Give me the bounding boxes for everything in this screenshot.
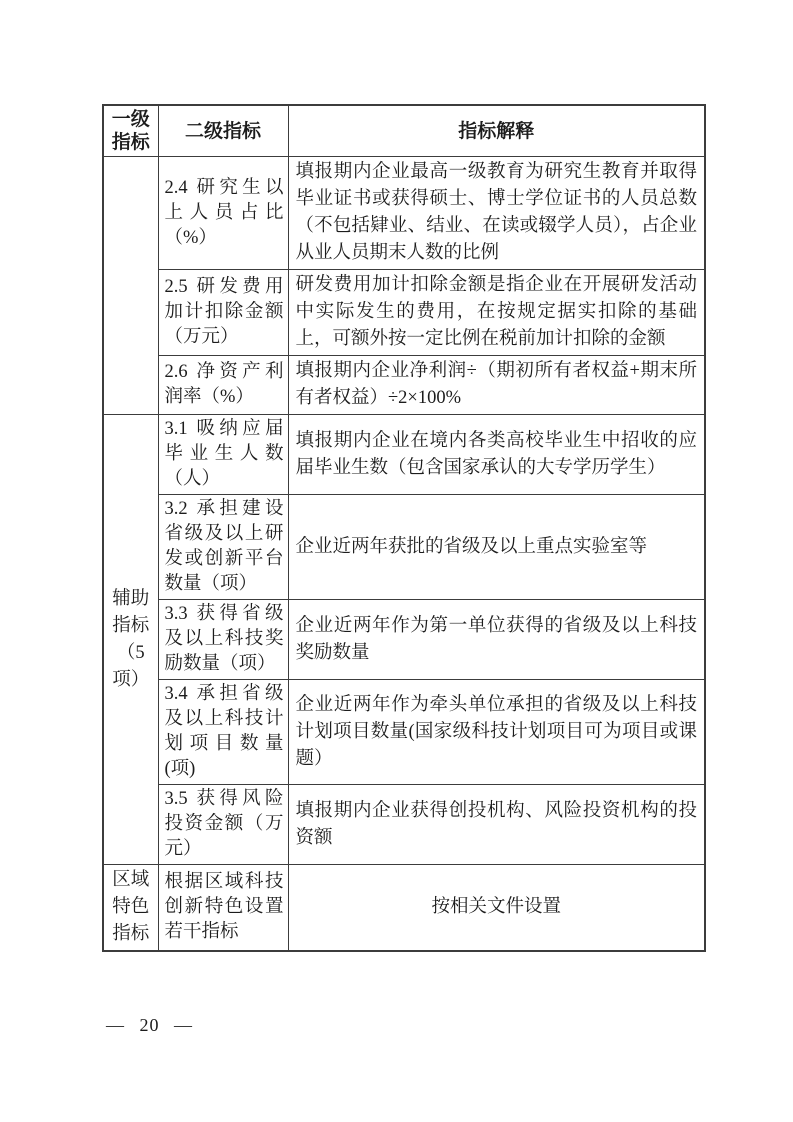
table-row-regional <box>103 865 705 952</box>
explanation-cell-3-5: 填报期内企业获得创投机构、风险投资机构的投资额 <box>288 785 705 865</box>
indicator-cell-3-2: 3.2 承担建设省级及以上研发或创新平台数量（项） <box>158 495 288 600</box>
table-row-3-4 <box>103 680 705 785</box>
indicator-cell-2-6: 2.6 净资产利润率（%） <box>158 356 288 415</box>
explanation-cell-regional: 按相关文件设置 <box>288 865 705 952</box>
indicator-cell-3-1: 3.1 吸纳应届毕业生人数（人） <box>158 415 288 495</box>
explanation-cell-3-4: 企业近两年作为牵头单位承担的省级及以上科技计划项目数量(国家级科技计划项目可为项目或课题） <box>288 680 705 785</box>
page-number: — 20 — <box>106 1015 193 1035</box>
indicator-cell-3-4: 3.4 承担省级及以上科技计划项目数量(项) <box>158 680 288 785</box>
header-indicator-explanation: 指标解释 <box>288 105 705 157</box>
table-row-2-4 <box>103 157 705 270</box>
explanation-cell-2-4: 填报期内企业最高一级教育为研究生教育并取得毕业证书或获得硕士、博士学位证书的人员总数（不包括肄业、结业、在读或辍学人员），占企业从业人员期末人数的比例 <box>288 157 705 270</box>
indicator-cell-2-5: 2.5 研发费用加计扣除金额（万元） <box>158 270 288 356</box>
indicator-cell-3-3: 3.3 获得省级及以上科技奖励数量（项） <box>158 600 288 680</box>
level1-cell-auxiliary-indicators: 辅助指标（5项） <box>103 415 158 865</box>
explanation-cell-3-3: 企业近两年作为第一单位获得的省级及以上科技奖励数量 <box>288 600 705 680</box>
indicator-cell-2-4: 2.4 研究生以上人员占比（%） <box>158 157 288 270</box>
indicator-cell-3-5: 3.5 获得风险投资金额（万元） <box>158 785 288 865</box>
header-level2-indicator: 二级指标 <box>158 105 288 157</box>
explanation-cell-2-6: 填报期内企业净利润÷（期初所有者权益+期末所有者权益）÷2×100% <box>288 356 705 415</box>
indicator-cell-regional: 根据区域科技创新特色设置若干指标 <box>158 865 288 952</box>
explanation-cell-2-5: 研发费用加计扣除金额是指企业在开展研发活动中实际发生的费用，在按规定据实扣除的基础上，可额外按一定比例在税前加计扣除的金额 <box>288 270 705 356</box>
table-row-3-5 <box>103 785 705 865</box>
indicator-table <box>102 104 706 952</box>
table-row-3-3 <box>103 600 705 680</box>
table-header-row <box>103 105 705 157</box>
table-row-3-1 <box>103 415 705 495</box>
explanation-cell-3-2: 企业近两年获批的省级及以上重点实验室等 <box>288 495 705 600</box>
table-row-2-6 <box>103 356 705 415</box>
header-level1-indicator: 一级指标 <box>103 105 158 157</box>
level1-cell-continued-empty <box>103 157 158 415</box>
table-row-2-5 <box>103 270 705 356</box>
explanation-cell-3-1: 填报期内企业在境内各类高校毕业生中招收的应届毕业生数（包含国家承认的大专学历学生） <box>288 415 705 495</box>
table-row-3-2 <box>103 495 705 600</box>
level1-cell-regional-indicators: 区域特色指标 <box>103 865 158 952</box>
